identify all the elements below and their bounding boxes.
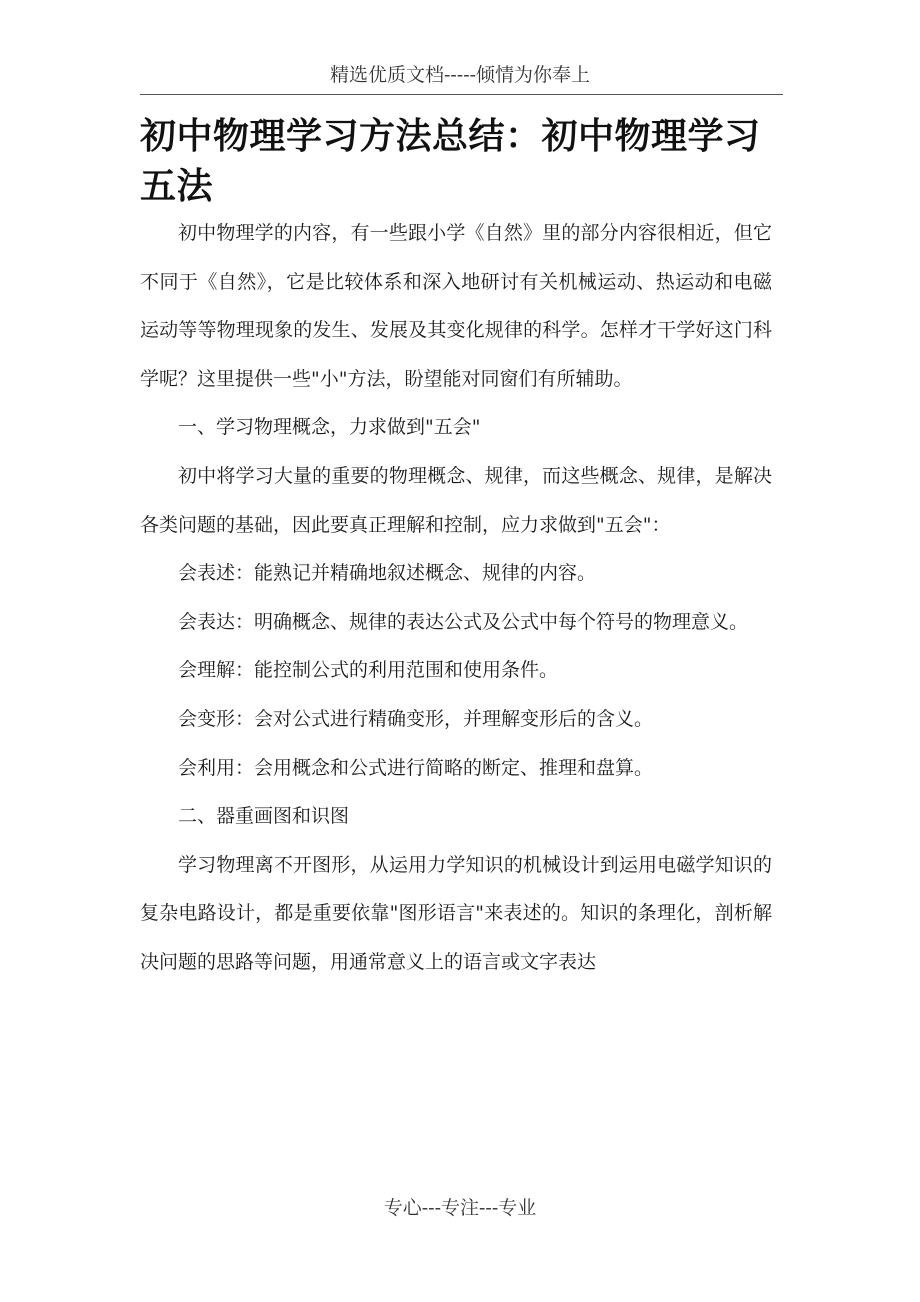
list-item-transform: 会变形：会对公式进行精确变形，并理解变形后的含义。 — [178, 707, 654, 730]
concepts-paragraph: 初中将学习大量的重要的物理概念、规律，而这些概念、规律，是解决各类问题的基础，因此要真正理解和控制，应力求做到"五会"： — [140, 464, 772, 536]
section-heading-concepts: 一、学习物理概念，力求做到"五会" — [178, 416, 481, 439]
header-divider — [140, 94, 783, 95]
page-footer: 专心---专注---专业 — [383, 1197, 537, 1219]
diagrams-paragraph: 学习物理离不开图形，从运用力学知识的机械设计到运用电磁学知识的复杂电路设计，都是重要依靠"图形语言"来表述的。知识的条理化，剖析解决问题的思路等问题，用通常意义上的语言或文字表达 — [140, 853, 772, 973]
list-item-apply: 会利用：会用概念和公式进行简略的断定、推理和盘算。 — [178, 756, 654, 779]
list-item-understand: 会理解：能控制公式的利用范围和使用条件。 — [178, 659, 559, 682]
document-body — [140, 209, 772, 987]
intro-paragraph: 初中物理学的内容，有一些跟小学《自然》里的部分内容很相近，但它不同于《自然》，它是比较体系和深入地研讨有关机械运动、热运动和电磁运动等等物理现象的发生、发展及其变化规律的科学。怎样才干学好这门科学呢？这里提供一些"小"方法，盼望能对同窗们有所辅助。 — [140, 222, 772, 390]
section-heading-diagrams: 二、器重画图和识图 — [178, 805, 350, 828]
list-item-describe: 会表述：能熟记并精确地叙述概念、规律的内容。 — [178, 562, 597, 585]
list-item-express: 会表达：明确概念、规律的表达公式及公式中每个符号的物理意义。 — [178, 610, 749, 633]
document-title: 初中物理学习方法总结：初中物理学习五法 — [140, 116, 761, 207]
page-header: 精选优质文档-----倾情为你奉上 — [329, 64, 591, 86]
